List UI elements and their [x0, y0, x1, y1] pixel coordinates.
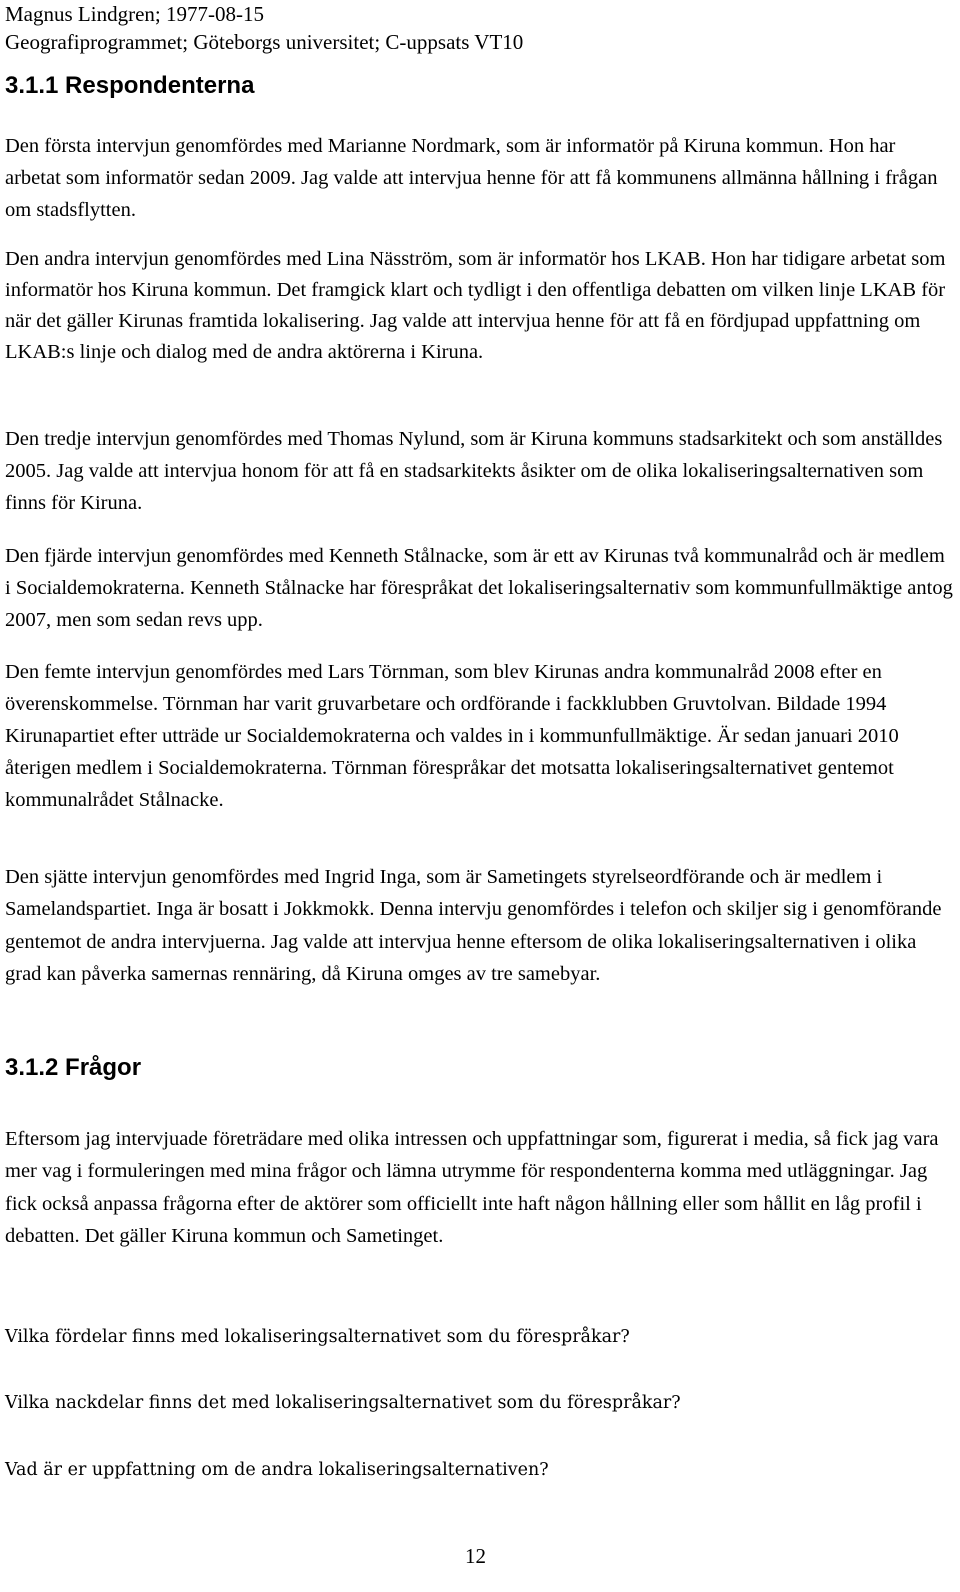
page-number: 12	[465, 1544, 486, 1568]
question-2: Vilka nackdelar finns det med lokaliseringsalternativet som du förespråkar?	[5, 1393, 681, 1413]
section-heading-fragor: 3.1.2 Frågor	[5, 1054, 142, 1081]
paragraph-respondent-2: Den andra intervjun genomfördes med Lina Näsström, som är informatör hos LKAB. Hon har tidigare arbetat som informatör hos Kiruna kommun. Det framgick klart och tydligt i den offentliga debatten om vilken linje LKAB för när det gäller Kirunas framtida lokalisering. Jag valde att intervjua henne för att få en fördjupad uppfattning om LKAB:s linje och dialog med de andra aktörerna i Kiruna.	[5, 248, 946, 363]
paragraph-respondent-3: Den tredje intervjun genomfördes med Thomas Nylund, som är Kiruna kommuns stadsarkitekt och som anställdes 2005. Jag valde att intervjua honom för att få en stadsarkitekts åsikter om de olika lokaliseringsalternativen som finns för Kiruna.	[5, 428, 943, 514]
paragraph-respondent-5: Den femte intervjun genomfördes med Lars Törnman, som blev Kirunas andra kommunalråd 2008 efter en överenskommelse. Törnman har varit gruvarbetare och ordförande i fackklubben Gruvtolvan. Bildade 1994 Kirunapartiet efter utträde ur Socialdemokraterna och valdes in i kommunfullmäktige. Är sedan januari 2010 återigen medlem i Socialdemokraterna. Törnman förespråkar det motsatta lokaliseringsalternativet gentemot kommunalrådet Stålnacke.	[5, 661, 899, 811]
question-3: Vad är er uppfattning om de andra lokaliseringsalternativen?	[5, 1460, 549, 1480]
header-course: Geografiprogrammet; Göteborgs universitet; C-uppsats VT10	[5, 30, 524, 54]
section-heading-respondenterna: 3.1.1 Respondenterna	[5, 72, 255, 99]
paragraph-fragor: Eftersom jag intervjuade företrädare med olika intressen och uppfattningar som, figurerat i media, så fick jag vara mer vag i formuleringen med mina frågor och lämna utrymme för respondenterna komma med utläggningar. Jag fick också anpassa frågorna efter de aktörer som officiellt inte haft någon hållning eller som hållit en låg profil i debatten. Det gäller Kiruna kommun och Sametinget.	[5, 1128, 939, 1248]
paragraph-respondent-1: Den första intervjun genomfördes med Marianne Nordmark, som är informatör på Kiruna kommun. Hon har arbetat som informatör sedan 2009. Jag valde att intervjua henne för att få kommunens allmänna hållning i frågan om stadsflytten.	[5, 135, 938, 221]
paragraph-respondent-4: Den fjärde intervjun genomfördes med Kenneth Stålnacke, som är ett av Kirunas två kommunalråd och är medlem i Socialdemokraterna. Kenneth Stålnacke har förespråkat det lokaliseringsalternativ som kommunfullmäktige antog 2007, men som sedan revs upp.	[5, 545, 953, 631]
header-author: Magnus Lindgren; 1977-08-15	[5, 2, 264, 26]
question-1: Vilka fördelar finns med lokaliseringsalternativet som du förespråkar?	[5, 1327, 630, 1347]
paragraph-respondent-6: Den sjätte intervjun genomfördes med Ingrid Inga, som är Sametingets styrelseordförande och är medlem i Samelandspartiet. Inga är bosatt i Jokkmokk. Denna intervju genomfördes i telefon och skiljer sig i genomförande gentemot de andra intervjuerna. Jag valde att intervjua henne eftersom de olika lokaliseringsalternativen i olika grad kan påverka samernas rennäring, då Kiruna omges av tre samebyar.	[5, 866, 942, 986]
